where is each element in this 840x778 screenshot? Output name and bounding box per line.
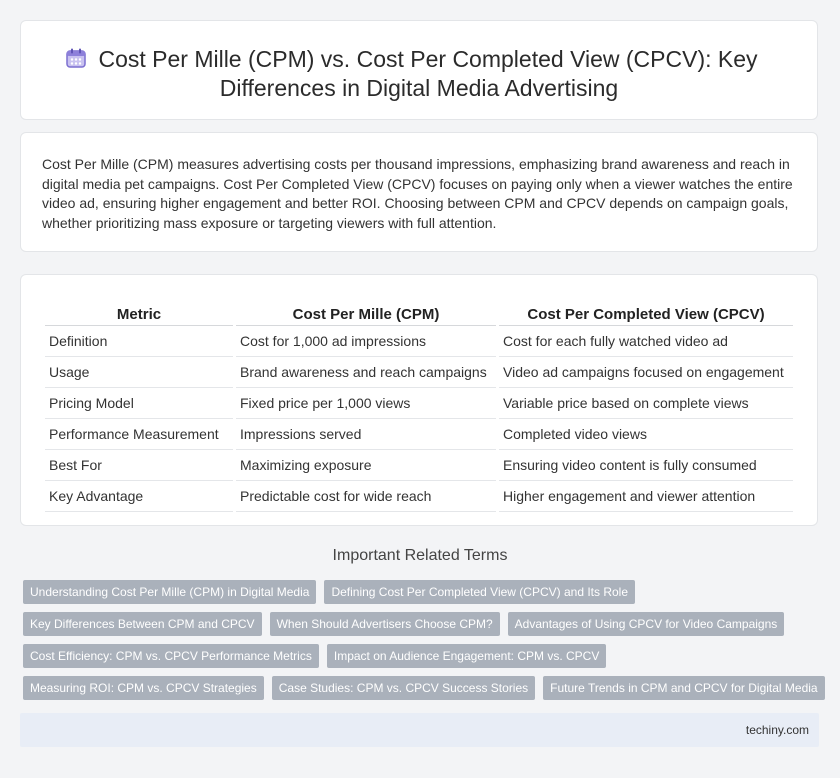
table-row bbox=[45, 481, 793, 512]
table-cell: Definition bbox=[45, 326, 233, 357]
related-term-link[interactable]: Defining Cost Per Completed View (CPCV) and Its Role bbox=[324, 580, 635, 604]
table-row bbox=[45, 326, 793, 357]
table-cell: Cost for each fully watched video ad bbox=[499, 326, 793, 357]
related-term-link[interactable]: Future Trends in CPM and CPCV for Digital Media bbox=[543, 676, 824, 700]
table-cell: Key Advantage bbox=[45, 481, 233, 512]
table-cell: Variable price based on complete views bbox=[499, 388, 793, 419]
page-title bbox=[21, 45, 817, 103]
related-term-link[interactable]: When Should Advertisers Choose CPM? bbox=[270, 612, 500, 636]
related-term-link[interactable]: Advantages of Using CPCV for Video Campaigns bbox=[508, 612, 785, 636]
table-cell: Maximizing exposure bbox=[236, 450, 496, 481]
tag-row bbox=[23, 612, 823, 636]
related-term-link[interactable]: Impact on Audience Engagement: CPM vs. CPCV bbox=[327, 644, 606, 668]
table-cell: Video ad campaigns focused on engagement bbox=[499, 357, 793, 388]
table-cell: Cost for 1,000 ad impressions bbox=[236, 326, 496, 357]
comparison-table bbox=[42, 295, 796, 512]
table-row bbox=[45, 419, 793, 450]
related-term-link[interactable]: Measuring ROI: CPM vs. CPCV Strategies bbox=[23, 676, 264, 700]
table-cell: Predictable cost for wide reach bbox=[236, 481, 496, 512]
table-row bbox=[45, 450, 793, 481]
table-cell: Best For bbox=[45, 450, 233, 481]
column-header: Cost Per Completed View (CPCV) bbox=[499, 295, 793, 326]
related-term-link[interactable]: Cost Efficiency: CPM vs. CPCV Performance Metrics bbox=[23, 644, 319, 668]
table-cell: Usage bbox=[45, 357, 233, 388]
related-term-link[interactable]: Key Differences Between CPM and CPCV bbox=[23, 612, 262, 636]
title-card bbox=[20, 20, 818, 120]
column-header: Cost Per Mille (CPM) bbox=[236, 295, 496, 326]
table-row bbox=[45, 388, 793, 419]
related-term-link[interactable]: Understanding Cost Per Mille (CPM) in Digital Media bbox=[23, 580, 316, 604]
footer-brand[interactable]: techiny.com bbox=[745, 723, 809, 737]
related-term-link[interactable]: Case Studies: CPM vs. CPCV Success Stories bbox=[272, 676, 535, 700]
intro-card bbox=[20, 132, 818, 252]
footer bbox=[20, 713, 819, 747]
table-cell: Brand awareness and reach campaigns bbox=[236, 357, 496, 388]
table-cell: Fixed price per 1,000 views bbox=[236, 388, 496, 419]
page-title-line-2: Differences in Digital Media Advertising bbox=[219, 75, 619, 101]
tag-row bbox=[23, 644, 823, 668]
comparison-table-card bbox=[20, 274, 818, 526]
column-header: Metric bbox=[45, 295, 233, 326]
table-header-row bbox=[45, 295, 793, 326]
table-cell: Completed video views bbox=[499, 419, 793, 450]
table-cell: Pricing Model bbox=[45, 388, 233, 419]
related-terms-list bbox=[23, 580, 823, 708]
table-cell: Higher engagement and viewer attention bbox=[499, 481, 793, 512]
tag-row bbox=[23, 580, 823, 604]
table-row bbox=[45, 357, 793, 388]
table-cell: Performance Measurement bbox=[45, 419, 233, 450]
tag-row bbox=[23, 676, 823, 700]
table-cell: Impressions served bbox=[236, 419, 496, 450]
table-cell: Ensuring video content is fully consumed bbox=[499, 450, 793, 481]
page-title-line-1: Cost Per Mille (CPM) vs. Cost Per Completed View (CPCV): Key bbox=[98, 46, 758, 72]
related-terms-title: Important Related Terms bbox=[332, 547, 508, 564]
intro-paragraph: Cost Per Mille (CPM) measures advertising costs per thousand impressions, emphasizing brand awareness and reach in digital media pet campaigns. Cost Per Completed View (CPCV) focuses on paying only when a viewer watches the entire video ad, ensuring higher engagement and better ROI. Choosing between CPM and CPCV depends on campaign goals, whether prioritizing mass exposure or targeting viewers with full attention. bbox=[42, 156, 793, 231]
